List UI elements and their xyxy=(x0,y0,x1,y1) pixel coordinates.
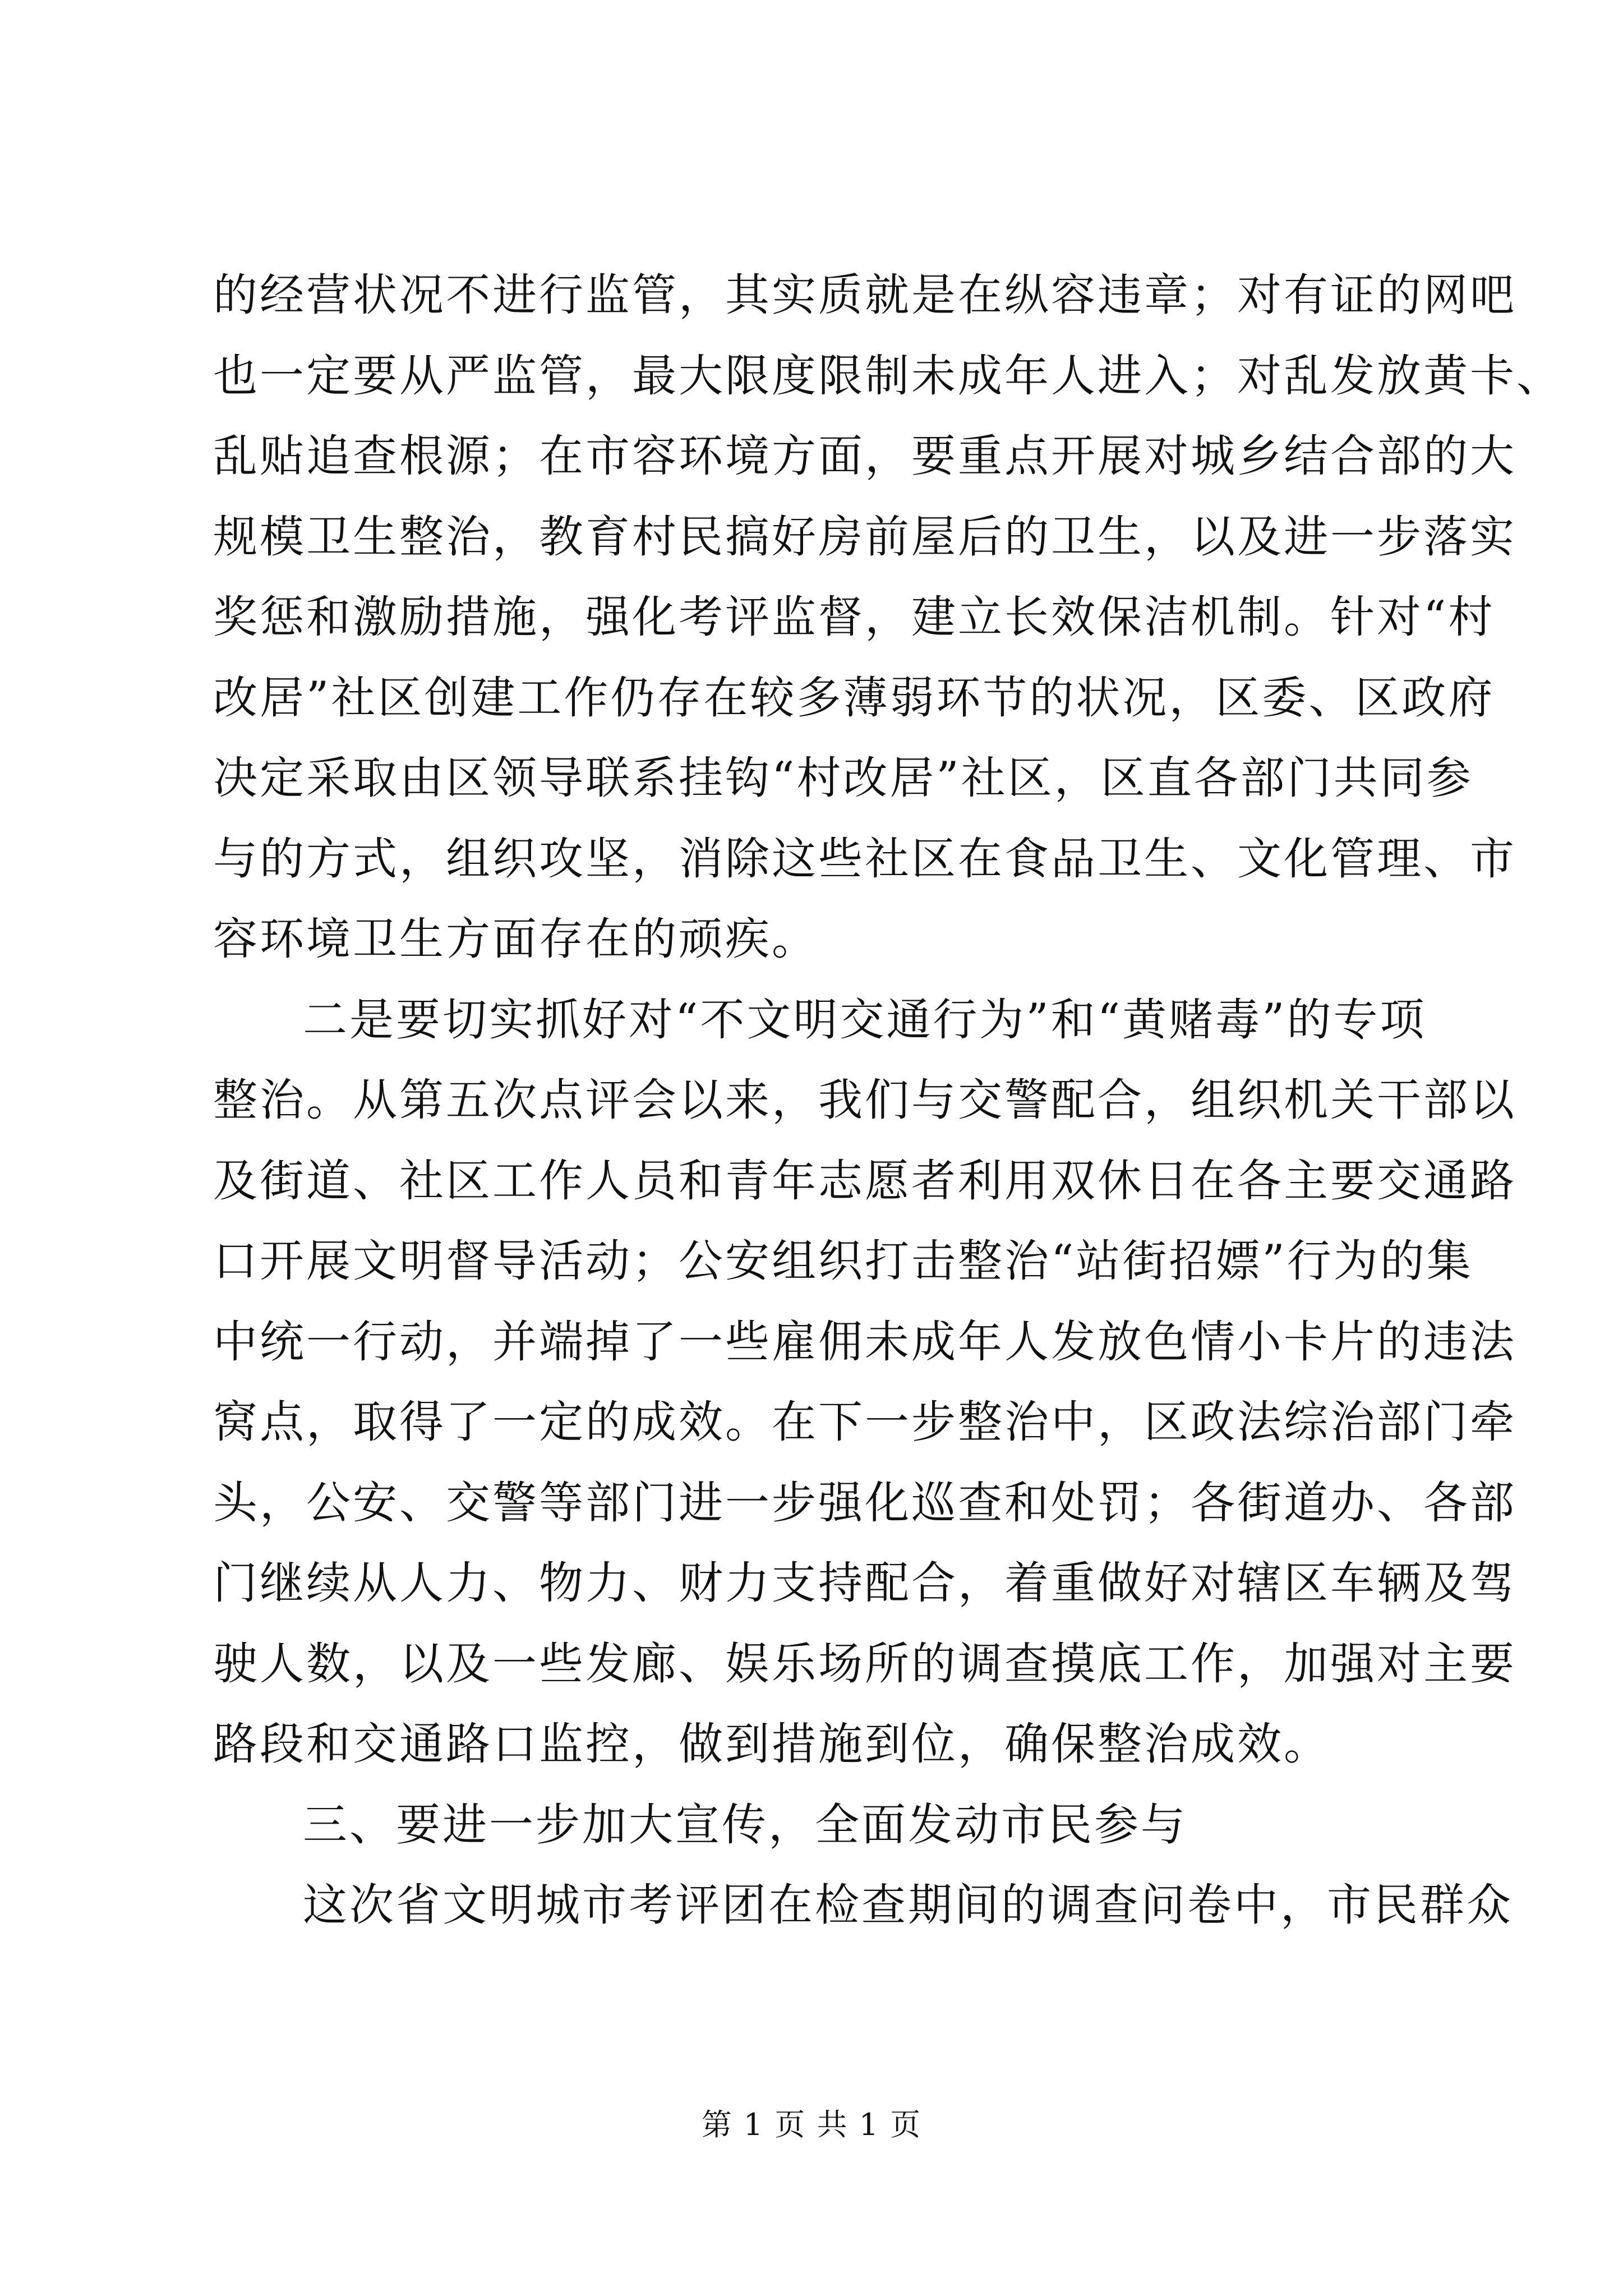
text-line: 头，公安、交警等部门进一步强化巡查和处罚；各街道办、各部 xyxy=(213,1476,1516,1529)
text-line: 与的方式，组织攻坚，消除这些社区在食品卫生、文化管理、市 xyxy=(213,832,1516,885)
text-line: 也一定要从严监管，最大限度限制未成年人进入；对乱发放黄卡、 xyxy=(213,349,1563,402)
text-line: 乱贴追查根源；在市容环境方面，要重点开展对城乡结合部的大 xyxy=(213,430,1516,482)
text-line: 驶人数，以及一些发廊、娱乐场所的调查摸底工作，加强对主要 xyxy=(213,1637,1516,1690)
text-line: 整治。从第五次点评会以来，我们与交警配合，组织机关干部以 xyxy=(213,1074,1516,1126)
text-line: 口开展文明督导活动；公安组织打击整治“站街招嫖”行为的集 xyxy=(213,1235,1473,1287)
text-line: 决定采取由区领导联系挂钩“村改居”社区，区直各部门共同参 xyxy=(213,752,1473,804)
paragraph-start-line: 二是要切实抓好对“不文明交通行为”和“黄赌毒”的专项 xyxy=(303,993,1427,1046)
text-line: 路段和交通路口监控，做到措施到位，确保整治成效。 xyxy=(213,1718,1330,1770)
text-line: 规模卫生整治，教育村民搞好房前屋后的卫生，以及进一步落实 xyxy=(213,510,1516,563)
text-line: 及街道、社区工作人员和青年志愿者利用双休日在各主要交通路 xyxy=(213,1154,1516,1207)
document-body xyxy=(213,255,1563,1946)
text-line: 容环境卫生方面存在的顽疾。 xyxy=(213,913,818,965)
text-line: 的经营状况不进行监管，其实质就是在纵容违章；对有证的网吧 xyxy=(213,269,1516,321)
text-line: 门继续从人力、物力、财力支持配合，着重做好对辖区车辆及驾 xyxy=(213,1557,1516,1609)
text-line: 中统一行动，并端掉了一些雇佣未成年人发放色情小卡片的违法 xyxy=(213,1315,1516,1368)
text-line: 奖惩和激励措施，强化考评监督，建立长效保洁机制。针对“村 xyxy=(213,591,1495,643)
text-line: 改居”社区创建工作仍存在较多薄弱环节的状况，区委、区政府 xyxy=(213,671,1495,724)
page-footer: 第 1 页 共 1 页 xyxy=(701,2107,922,2142)
paragraph-start-line: 这次省文明城市考评团在检查期间的调查问卷中，市民群众 xyxy=(303,1879,1513,1931)
text-line: 窝点，取得了一定的成效。在下一步整治中，区政法综治部门牵 xyxy=(213,1396,1516,1448)
section-heading: 三、要进一步加大宣传，全面发动市民参与 xyxy=(303,1798,1187,1851)
